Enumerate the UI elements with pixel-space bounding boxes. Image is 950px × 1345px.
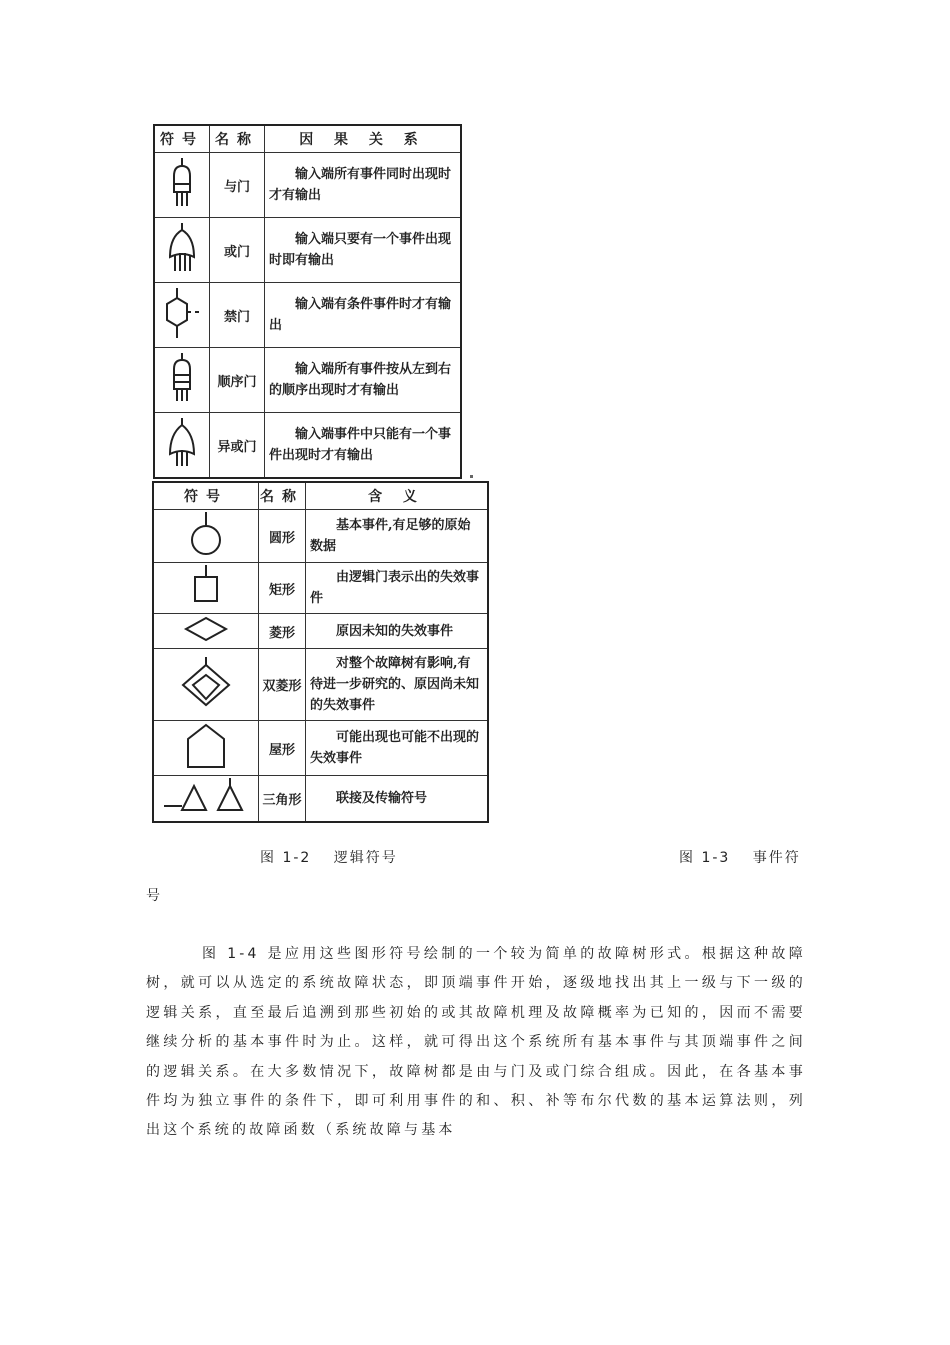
table-row <box>154 153 461 218</box>
row-name: 双菱形 <box>259 649 306 721</box>
or-gate-icon <box>154 218 210 283</box>
table-row <box>154 348 461 413</box>
house-event-icon <box>153 721 259 776</box>
header-relation: 因 果 关 系 <box>265 125 462 153</box>
row-desc: 由逻辑门表示出的失效事件 <box>306 563 489 614</box>
table-header-row <box>153 482 488 510</box>
row-name: 异或门 <box>210 413 265 479</box>
rectangle-event-icon <box>153 563 259 614</box>
inhibit-gate-icon <box>154 283 210 348</box>
header-meaning: 含 义 <box>306 482 489 510</box>
row-name: 屋形 <box>259 721 306 776</box>
logic-symbols-table <box>153 124 462 479</box>
row-name: 顺序门 <box>210 348 265 413</box>
figure-1-3-caption: 图 1-3 事件符 <box>679 850 801 866</box>
double-diamond-event-icon <box>153 649 259 721</box>
header-symbol: 符号 <box>153 482 259 510</box>
row-name: 三角形 <box>259 776 306 822</box>
table-row <box>153 721 488 776</box>
row-name: 与门 <box>210 153 265 218</box>
row-desc: 对整个故障树有影响,有待进一步研究的、原因尚未知的失效事件 <box>306 649 489 721</box>
and-gate-icon <box>154 153 210 218</box>
table-row <box>154 413 461 479</box>
figure-1-2-caption: 图 1-2 逻辑符号 <box>260 850 398 866</box>
table-row <box>153 776 488 822</box>
transfer-triangle-icon <box>153 776 259 822</box>
priority-and-gate-icon <box>154 348 210 413</box>
header-name: 名称 <box>210 125 265 153</box>
row-desc: 输入端所有事件同时出现时才有输出 <box>265 153 462 218</box>
body-paragraph: 图 1-4 是应用这些图形符号绘制的一个较为简单的故障树形式。根据这种故障树，就可以从选定的系统故障状态，即顶端事件开始，逐级地找出其上一级与下一级的逻辑关系，直至最后追溯到那些初始的或其故障机理及故障概率为已知的，因而不需要继续分析的基本事件时为止。这样，就可得出这个系统所有基本事件与其顶端事件之间的逻辑关系。在大多数情况下，故障树都是由与门及或门综合组成。因此，在各基本事件均为独立事件的条件下，即可利用事件的和、积、补等布尔代数的基本运算法则，列出这个系统的故障函数（系统故障与基本 <box>146 946 806 1139</box>
diamond-event-icon <box>153 614 259 649</box>
table-row <box>154 218 461 283</box>
scan-speck <box>470 475 473 478</box>
row-desc: 基本事件,有足够的原始数据 <box>306 510 489 563</box>
circle-event-icon <box>153 510 259 563</box>
xor-gate-icon <box>154 413 210 479</box>
row-name: 矩形 <box>259 563 306 614</box>
event-symbols-table <box>152 481 489 823</box>
row-desc: 联接及传输符号 <box>306 776 489 822</box>
row-desc: 输入端只要有一个事件出现时即有输出 <box>265 218 462 283</box>
row-name: 菱形 <box>259 614 306 649</box>
row-desc: 输入端有条件事件时才有输出 <box>265 283 462 348</box>
row-name: 或门 <box>210 218 265 283</box>
row-desc: 原因未知的失效事件 <box>306 614 489 649</box>
table-header-row <box>154 125 461 153</box>
row-name: 圆形 <box>259 510 306 563</box>
row-desc: 输入端事件中只能有一个事件出现时才有输出 <box>265 413 462 479</box>
row-desc: 可能出现也可能不出现的失效事件 <box>306 721 489 776</box>
table-row <box>153 614 488 649</box>
header-symbol: 符号 <box>154 125 210 153</box>
figure-1-3-caption-continued: 号 <box>146 888 162 904</box>
table-row <box>153 649 488 721</box>
row-name: 禁门 <box>210 283 265 348</box>
table-row <box>154 283 461 348</box>
row-desc: 输入端所有事件按从左到右的顺序出现时才有输出 <box>265 348 462 413</box>
header-name: 名称 <box>259 482 306 510</box>
table-row <box>153 510 488 563</box>
table-row <box>153 563 488 614</box>
